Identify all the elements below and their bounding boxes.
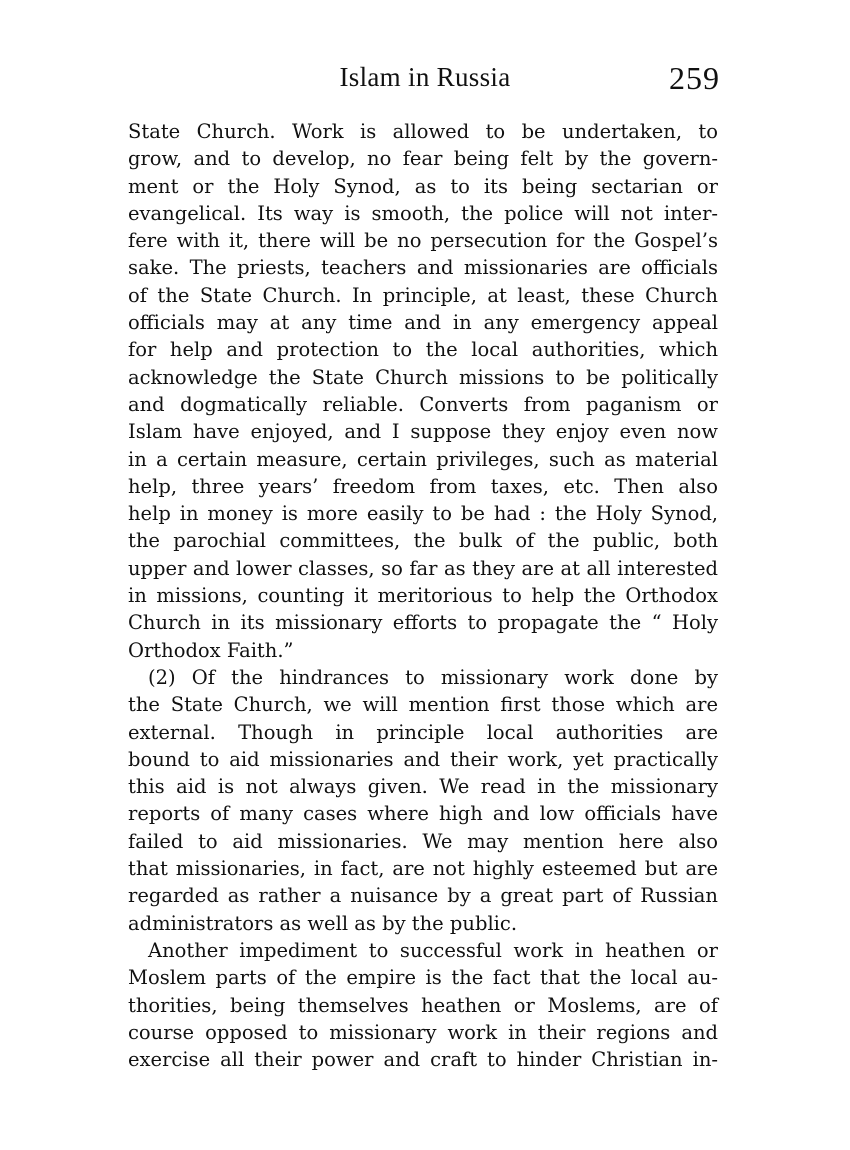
text-line: exercise all their power and craft to hinder Christian in- [128,1048,718,1072]
text-line: evangelical. Its way is smooth, the police will not inter- [128,201,718,225]
text-line: this aid is not always given. We read in the missionary [128,775,718,799]
text-line: in a certain measure, certain privileges, such as material [128,447,718,471]
text-line: of the State Church. In principle, at least, these Church [128,283,718,307]
text-line: Moslem parts of the empire is the fact that the local au- [128,966,718,990]
text-line: thorities, being themselves heathen or Moslems, are of [128,993,718,1017]
text-line: State Church. Work is allowed to be undertaken, to [128,120,718,143]
text-line: Orthodox Faith.” [128,638,294,662]
text-line: (2) Of the hindrances to missionary work done by [148,665,718,689]
page-number: 259 [669,60,720,96]
text-line: officials may at any time and in any emergency appeal [128,311,718,335]
text-line: fere with it, there will be no persecution for the Gospel’s [128,229,718,253]
text-line: that missionaries, in fact, are not highly esteemed but are [128,857,718,881]
text-line: upper and lower classes, so far as they are at all interested [128,556,718,580]
text-line: and dogmatically reliable. Converts from paganism or [128,392,718,416]
text-line: Islam have enjoyed, and I suppose they enjoy even now [128,420,718,444]
text-line: bound to aid missionaries and their work, yet practically [128,747,718,771]
running-title: Islam in Russia [339,62,511,92]
text-line: the parochial committees, the bulk of the public, both [128,529,718,553]
text-line: for help and protection to the local authorities, which [128,338,718,362]
body-text [128,118,718,1073]
text-line: external. Though in principle local authorities are [128,720,718,744]
running-head [130,62,720,102]
text-line: course opposed to missionary work in their regions and [128,1020,718,1044]
text-line: sake. The priests, teachers and missionaries are officials [128,256,718,280]
text-line: acknowledge the State Church missions to be politically [128,365,718,389]
text-line: in missions, counting it meritorious to help the Orthodox [128,584,718,608]
text-line: administrators as well as by the public. [128,911,518,935]
text-line: reports of many cases where high and low officials have [128,802,718,826]
text-line: Church in its missionary efforts to propagate the “ Holy [128,611,718,635]
text-line: failed to aid missionaries. We may mention here also [128,829,718,853]
text-line: ment or the Holy Synod, as to its being sectarian or [128,174,718,198]
text-line: help, three years’ freedom from taxes, etc. Then also [128,474,718,498]
text-line: the State Church, we will mention first those which are [128,693,718,717]
text-line: Another impediment to successful work in heathen or [148,938,718,962]
text-line: regarded as rather a nuisance by a great part of Russian [128,884,718,908]
text-line: grow, and to develop, no fear being felt by the govern- [128,147,718,171]
text-line: help in money is more easily to be had : the Holy Synod, [128,502,718,526]
